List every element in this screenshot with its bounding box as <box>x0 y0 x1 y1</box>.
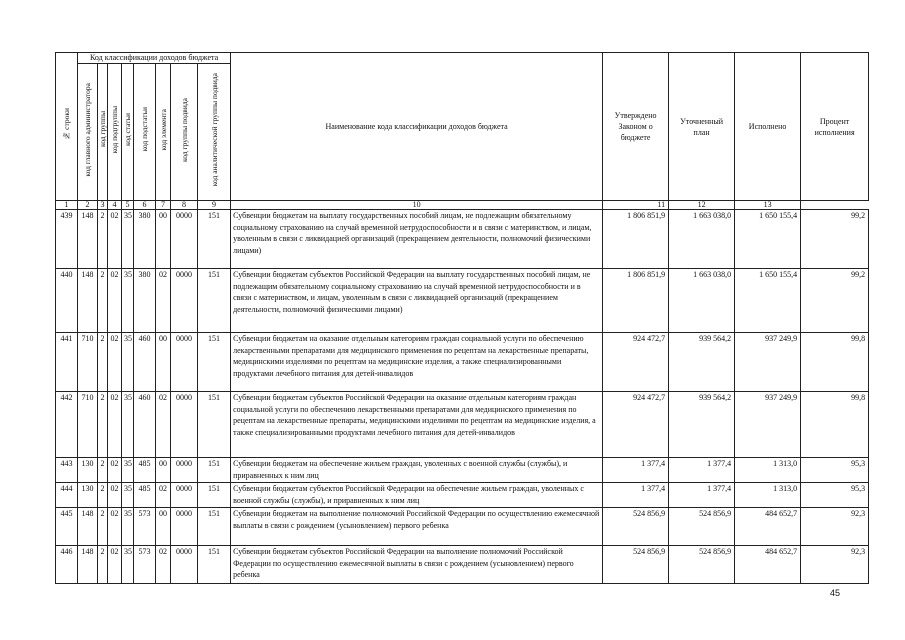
code-group: 2 <box>98 333 108 392</box>
revised-value: 1 377,4 <box>669 483 735 508</box>
code-group: 2 <box>98 483 108 508</box>
code-subarticle: 380 <box>134 269 156 333</box>
code-admin: 148 <box>78 546 98 584</box>
revenue-name: Субвенции бюджетам субъектов Российской Федерации на обеспечение жильем граждан, уволенных с военной службы (службы), и приравненных к ним лиц <box>231 483 603 508</box>
approved-value: 1 377,4 <box>603 458 669 483</box>
code-admin: 148 <box>78 269 98 333</box>
header-code-col: код аналитической группы подвида <box>198 64 231 201</box>
col-number: 3 <box>98 201 108 210</box>
header-code-col: код подстатьи <box>134 64 156 201</box>
code-admin: 148 <box>78 210 98 269</box>
code-group: 2 <box>98 546 108 584</box>
table-row <box>56 392 869 458</box>
revenue-name: Субвенции бюджетам на выплату государственных пособий лицам, не подлежащим обязательному социальному страхованию на случай временной нетрудоспособности и в связи с материнством, и лицам, уволенным в связи с ликвидацией организаций (прекращением деятельности, полномочий физическими лицами) <box>231 210 603 269</box>
header-revised: Уточненный план <box>669 53 735 201</box>
revenue-name: Субвенции бюджетам субъектов Российской Федерации на выполнение полномочий Российской Федерации по осуществлению ежемесячной выплаты в связи с рождением (усыновлением) первого ребенка <box>231 546 603 584</box>
code-analytic-group: 151 <box>198 210 231 269</box>
code-analytic-group: 151 <box>198 458 231 483</box>
row-number: 444 <box>56 483 78 508</box>
code-analytic-group: 151 <box>198 546 231 584</box>
revised-value: 524 856,9 <box>669 508 735 546</box>
code-subgroup: 02 <box>108 210 122 269</box>
code-admin: 710 <box>78 392 98 458</box>
code-analytic-group: 151 <box>198 508 231 546</box>
approved-value: 1 806 851,9 <box>603 269 669 333</box>
row-number: 445 <box>56 508 78 546</box>
code-group: 2 <box>98 210 108 269</box>
code-article: 35 <box>122 269 134 333</box>
code-subtype-group: 0000 <box>171 269 198 333</box>
table-row <box>56 546 869 584</box>
revised-value: 939 564,2 <box>669 392 735 458</box>
code-article: 35 <box>122 392 134 458</box>
code-analytic-group: 151 <box>198 333 231 392</box>
percent-value: 92,3 <box>801 508 869 546</box>
revenue-name: Субвенции бюджетам на выполнение полномочий Российской Федерации по осуществлению ежемесячной выплаты в связи с рождением (усыновлением) первого ребенка <box>231 508 603 546</box>
col-number: 9 <box>198 201 231 210</box>
approved-value: 524 856,9 <box>603 546 669 584</box>
col-number: 7 <box>156 201 171 210</box>
percent-value: 99,2 <box>801 210 869 269</box>
code-group: 2 <box>98 392 108 458</box>
approved-value: 924 472,7 <box>603 392 669 458</box>
col-number: 4 <box>108 201 122 210</box>
table-row <box>56 333 869 392</box>
code-article: 35 <box>122 333 134 392</box>
code-subtype-group: 0000 <box>171 392 198 458</box>
col-number: 2 <box>78 201 98 210</box>
budget-revenue-table <box>55 52 869 584</box>
revised-value: 524 856,9 <box>669 546 735 584</box>
code-article: 35 <box>122 458 134 483</box>
code-analytic-group: 151 <box>198 269 231 333</box>
executed-value: 937 249,9 <box>735 392 801 458</box>
header-name: Наименование кода классификации доходов бюджета <box>231 53 603 201</box>
header-code-group: Код классификации доходов бюджета <box>78 53 231 64</box>
code-analytic-group: 151 <box>198 483 231 508</box>
code-subtype-group: 0000 <box>171 210 198 269</box>
approved-value: 1 806 851,9 <box>603 210 669 269</box>
code-element: 02 <box>156 269 171 333</box>
code-subtype-group: 0000 <box>171 508 198 546</box>
revised-value: 1 663 038,0 <box>669 269 735 333</box>
approved-value: 1 377,4 <box>603 483 669 508</box>
code-group: 2 <box>98 458 108 483</box>
revised-value: 1 663 038,0 <box>669 210 735 269</box>
table-row <box>56 210 869 269</box>
header-row-number: № строки <box>56 53 78 201</box>
col-number: 5 <box>122 201 134 210</box>
revenue-name: Субвенции бюджетам субъектов Российской Федерации на оказание отдельным категориям граждан социальной услуги по обеспечению лекарственными препаратами для медицинского применения по рецептам на лекарственные препараты, медицинскими изделиями по рецептам на медицинские изделия, а также специализированными продуктами лечебного питания для детей-инвалидов <box>231 392 603 458</box>
percent-value: 92,3 <box>801 546 869 584</box>
executed-value: 937 249,9 <box>735 333 801 392</box>
revenue-name: Субвенции бюджетам субъектов Российской Федерации на выплату государственных пособий лицам, не подлежащим обязательному социальному страхованию на случай временной нетрудоспособности и в связи с материнством, и лицам, уволенным в связи с ликвидацией организаций (прекращением деятельности, полномочий физическими лицами) <box>231 269 603 333</box>
executed-value: 1 650 155,4 <box>735 269 801 333</box>
col-number: 6 <box>134 201 156 210</box>
table-row <box>56 483 869 508</box>
code-admin: 710 <box>78 333 98 392</box>
code-subtype-group: 0000 <box>171 483 198 508</box>
header-approved: Утверждено Законом о бюджете <box>603 53 669 201</box>
code-subgroup: 02 <box>108 392 122 458</box>
code-element: 02 <box>156 483 171 508</box>
code-article: 35 <box>122 508 134 546</box>
code-article: 35 <box>122 483 134 508</box>
code-article: 35 <box>122 546 134 584</box>
col-number: 13 <box>735 201 801 210</box>
code-admin: 130 <box>78 483 98 508</box>
approved-value: 524 856,9 <box>603 508 669 546</box>
table-row <box>56 269 869 333</box>
percent-value: 99,8 <box>801 392 869 458</box>
code-subgroup: 02 <box>108 269 122 333</box>
code-subgroup: 02 <box>108 546 122 584</box>
header-code-col: код элемента <box>156 64 171 201</box>
col-number: 12 <box>669 201 735 210</box>
code-article: 35 <box>122 210 134 269</box>
table-row <box>56 458 869 483</box>
col-number: 1 <box>56 201 78 210</box>
header-code-col: код подгруппы <box>108 64 122 201</box>
row-number: 441 <box>56 333 78 392</box>
percent-value: 99,2 <box>801 269 869 333</box>
header-executed: Исполнено <box>735 53 801 201</box>
row-number: 443 <box>56 458 78 483</box>
row-number: 442 <box>56 392 78 458</box>
revised-value: 939 564,2 <box>669 333 735 392</box>
code-group: 2 <box>98 508 108 546</box>
code-subarticle: 460 <box>134 333 156 392</box>
executed-value: 1 313,0 <box>735 483 801 508</box>
code-admin: 130 <box>78 458 98 483</box>
code-subtype-group: 0000 <box>171 546 198 584</box>
row-number: 446 <box>56 546 78 584</box>
table-body <box>56 210 869 584</box>
code-subarticle: 380 <box>134 210 156 269</box>
revenue-name: Субвенции бюджетам на обеспечение жильем граждан, уволенных с военной службы (службы), и приравненных к ним лиц <box>231 458 603 483</box>
row-number: 440 <box>56 269 78 333</box>
code-subarticle: 485 <box>134 483 156 508</box>
executed-value: 1 313,0 <box>735 458 801 483</box>
code-subarticle: 573 <box>134 508 156 546</box>
code-element: 00 <box>156 210 171 269</box>
header-code-col: код статьи <box>122 64 134 201</box>
row-number: 439 <box>56 210 78 269</box>
header-code-col: код группы <box>98 64 108 201</box>
code-subgroup: 02 <box>108 483 122 508</box>
percent-value: 95,3 <box>801 458 869 483</box>
executed-value: 1 650 155,4 <box>735 210 801 269</box>
header-code-col: код главного администратора <box>78 64 98 201</box>
table-row <box>56 508 869 546</box>
col-number: 8 <box>171 201 198 210</box>
code-subgroup: 02 <box>108 333 122 392</box>
code-element: 00 <box>156 333 171 392</box>
code-subarticle: 573 <box>134 546 156 584</box>
approved-value: 924 472,7 <box>603 333 669 392</box>
code-element: 00 <box>156 458 171 483</box>
percent-value: 99,8 <box>801 333 869 392</box>
code-element: 02 <box>156 392 171 458</box>
header-percent: Процент исполнения <box>801 53 869 201</box>
percent-value: 95,3 <box>801 483 869 508</box>
code-group: 2 <box>98 269 108 333</box>
code-analytic-group: 151 <box>198 392 231 458</box>
revenue-name: Субвенции бюджетам на оказание отдельным категориям граждан социальной услуги по обеспечению лекарственными препаратами для медицинского применения по рецептам на лекарственные препараты, медицинскими изделиями по рецептам на медицинские изделия, а также специализированными продуктами лечебного питания для детей-инвалидов <box>231 333 603 392</box>
code-subarticle: 485 <box>134 458 156 483</box>
code-admin: 148 <box>78 508 98 546</box>
executed-value: 484 652,7 <box>735 508 801 546</box>
column-number-row <box>56 201 869 210</box>
page-number: 45 <box>830 588 841 598</box>
code-element: 02 <box>156 546 171 584</box>
code-subtype-group: 0000 <box>171 458 198 483</box>
code-subtype-group: 0000 <box>171 333 198 392</box>
code-subarticle: 460 <box>134 392 156 458</box>
code-element: 00 <box>156 508 171 546</box>
code-subgroup: 02 <box>108 458 122 483</box>
revised-value: 1 377,4 <box>669 458 735 483</box>
col-number: 11 <box>603 201 669 210</box>
header-code-col: код группы подвида <box>171 64 198 201</box>
col-number: 10 <box>231 201 603 210</box>
code-subgroup: 02 <box>108 508 122 546</box>
executed-value: 484 652,7 <box>735 546 801 584</box>
